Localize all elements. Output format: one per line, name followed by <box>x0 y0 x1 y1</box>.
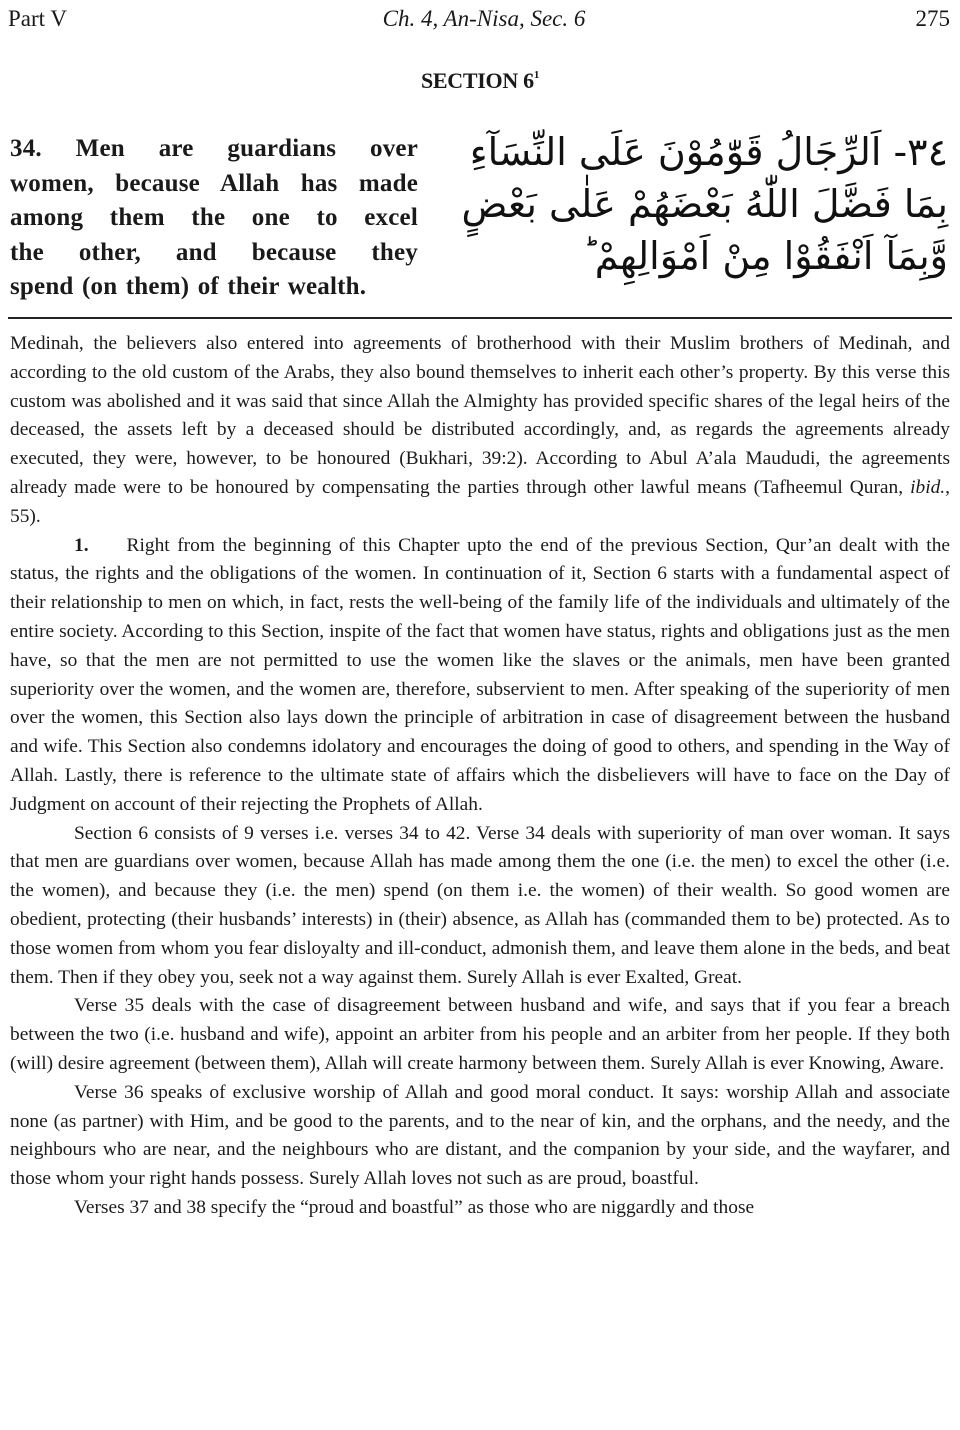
section-divider <box>8 317 952 319</box>
page-number: 275 <box>915 6 950 31</box>
verse-line: the other, and because they <box>10 238 418 266</box>
arabic-line: بِمَا فَضَّلَ اللّٰهُ بَعْضَهُمْ عَلٰى بَعْضٍ <box>461 182 948 226</box>
section-title: SECTION 6 <box>420 68 534 93</box>
footnote-marker: 1 <box>533 68 540 81</box>
verse-translation <box>10 132 418 305</box>
arabic-line: وَّبِمَآ اَنْفَقُوْا مِنْ اَمْوَالِهِمْ ؕ <box>582 234 948 278</box>
section-heading <box>0 66 960 96</box>
commentary-paragraph: 1. Right from the beginning of this Chapter upto the end of the previous Section, Qur’an dealt with the status, the rights and the obligations of the women. In continuation of it, Section 6 starts with a fundamental aspect of their relationship to men on which, in fact, rests the well-being of the family life of the individuals and ultimately of the entire society. According to this Section, inspite of the fact that women have status, rights and obligations just as the men have, so that the men are not permitted to use the women like the slaves or the animals, men have been granted superiority over the women, and the women are, therefore, subservient to men. After speaking of the superiority of men over the women, this Section also lays down the principle of arbitration in case of disagreement between the husband and wife. This Section also condemns idolatory and encourages the doing of good to others, and spending in the Way of Allah. Lastly, there is reference to the ultimate state of affairs which the disbelievers will have to face on the Day of Judgment on account of their rejecting the Prophets of Allah. <box>10 534 950 815</box>
verse-line: 34. Men are guardians over <box>10 135 418 162</box>
italic-ibid: ibid. <box>910 476 946 498</box>
note-number: 1. <box>74 534 89 556</box>
commentary-paragraph: Verses 37 and 38 specify the “proud and boastful” as those who are niggardly and those <box>74 1196 755 1218</box>
chapter-title: Ch. 4, An-Nisa, Sec. 6 <box>382 6 586 31</box>
commentary-paragraph: Verse 36 speaks of exclusive worship of Allah and good moral conduct. It says: worship Allah and associate none (as partner) with Him, and be good to the parents, and to the near of kin, and the orphans, and the needy, and the neighbours who are near, and the neighbours who are distant, and the companion by your side, and the wayfarer, and those whom your right hands possess. Surely Allah loves not such as are proud, boastful. <box>10 1081 950 1190</box>
part-label: Part V <box>8 6 67 31</box>
arabic-verse <box>461 126 948 282</box>
commentary-paragraph: Medinah, the believers also entered into agreements of brotherhood with their Muslim brothers of Medinah, and according to the old custom of the Arabs, they also bound themselves to inherit each other’s property. By this verse this custom was abolished and it was said that since Allah the Almighty has provided specific shares of the legal heirs of the deceased, the assets left by a deceased should be distributed accordingly, and, as regards the agreements already executed, they were, however, to be honoured (Bukhari, 39:2). According to Abul A’ala Maududi, the agreements already made were to be honoured by compensating the parties through other lawful means (Tafheemul Quran, ibid., 55). <box>10 333 950 527</box>
verse-line: spend (on them) of their wealth. <box>10 273 367 300</box>
commentary-paragraph: Section 6 consists of 9 verses i.e. verses 34 to 42. Verse 34 deals with superiority of man over woman. It says that men are guardians over women, because Allah has made among them the one (i.e. the men) to excel the other (i.e. the women), and because they (i.e. the men) spend (on them i.e. the women) of their wealth. So good women are obedient, protecting (their husbands’ interests) in (their) absence, as Allah has (commanded them to be) protected. As to those women from whom you fear disloyalty and ill-conduct, admonish them, and leave them alone in the beds, and beat them. Then if they obey you, seek not a way against them. Surely Allah is ever Exalted, Great. <box>10 822 950 988</box>
verse-line: women, because Allah has made <box>10 169 418 197</box>
verse-line: among them the one to excel <box>10 204 418 231</box>
running-head <box>8 4 950 34</box>
commentary-paragraph: Verse 35 deals with the case of disagreement between husband and wife, and says that if you fear a breach between the two (i.e. husband and wife), appoint an arbiter from his people and an arbiter from her people. If they both (will) desire agreement (between them), Allah will create harmony between them. Surely Allah is ever Knowing, Aware. <box>10 995 950 1074</box>
arabic-line: ٣٤- اَلرِّجَالُ قَوّٰمُوْنَ عَلَى النِّسَآءِ <box>469 130 948 174</box>
commentary-body <box>10 330 950 1223</box>
